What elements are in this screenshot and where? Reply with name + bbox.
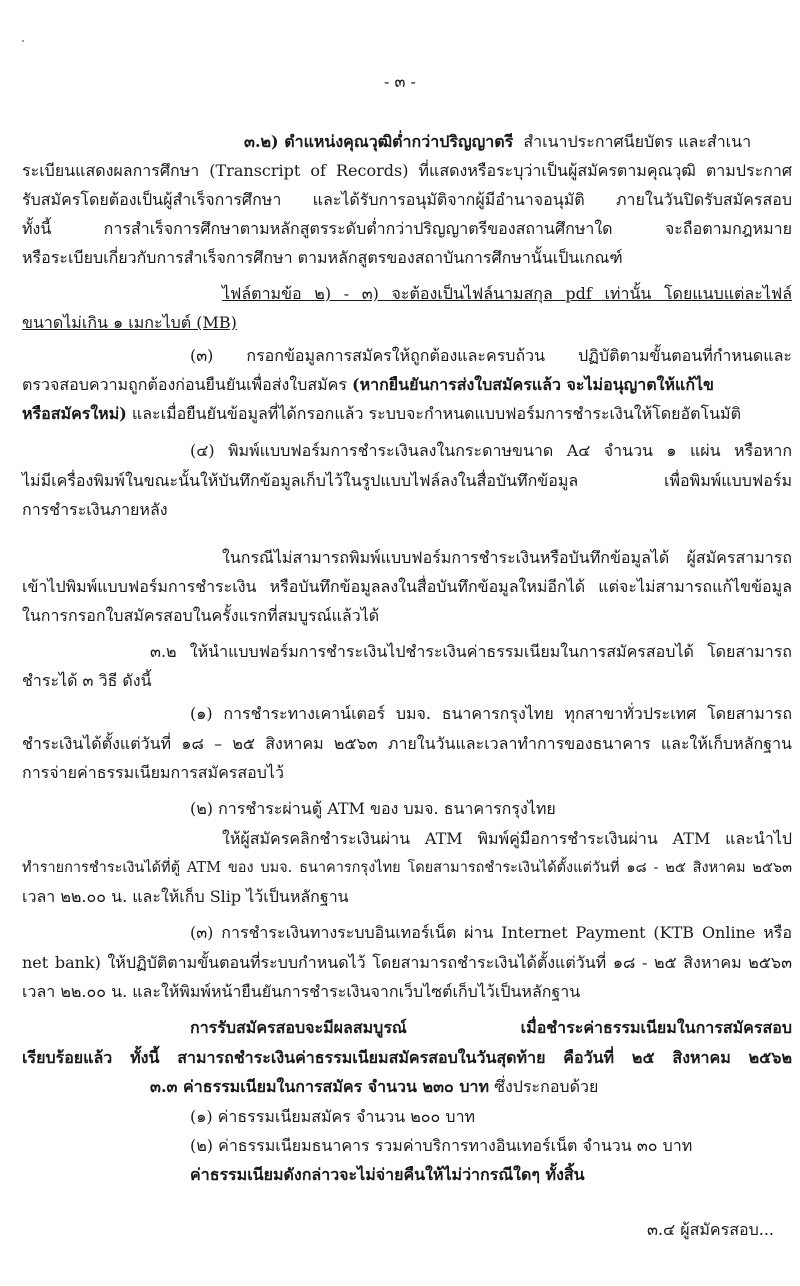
payment-3-line3: เวลา ๒๒.๐๐ น. และให้พิมพ์หน้ายืนยันการชำระเงินจากเว็บไซต์เก็บไว้เป็นหลักฐาน: [22, 982, 581, 1001]
payment-2-line2: ให้ผู้สมัครคลิกชำระเงินผ่าน ATM พิมพ์คู่มือการชำระเงินผ่าน ATM และนำไป: [222, 829, 792, 848]
item-4-line1: (๔) พิมพ์แบบฟอร์มการชำระเงินลงในกระดาษขนาด A๔ จำนวน ๑ แผ่น หรือหาก: [190, 441, 792, 460]
file-note-line2: ขนาดไม่เกิน ๑ เมกะไบต์ (MB): [22, 313, 237, 332]
section-3-2-line3: รับสมัครโดยต้องเป็นผู้สำเร็จการศึกษา และได้รับการอนุมัติจากผู้มีอำนาจอนุมัติ ภายในวันปิดรับสมัครสอบ: [22, 190, 792, 209]
item-3-line3: [22, 403, 741, 425]
section-3-2-line2: ระเบียนแสดงผลการศึกษา (Transcript of Records) ที่แสดงหรือระบุว่าเป็นผู้สมัครตามคุณวุฒิ ตามประกาศ: [22, 161, 792, 180]
payment-intro-line2: ชำระได้ ๓ วิธี ดังนี้: [22, 671, 152, 690]
payment-intro-line1: ๓.๒ ให้นำแบบฟอร์มการชำระเงินไปชำระเงินค่าธรรมเนียมในการสมัครสอบได้ โดยสามารถ: [150, 642, 792, 661]
fee-item-1: (๑) ค่าธรรมเนียมสมัคร จำนวน ๒๐๐ บาท: [190, 1107, 476, 1126]
section-3-2-line4: ทั้งนี้ การสำเร็จการศึกษาตามหลักสูตรระดับต่ำกว่าปริญญาตรีของสถานศึกษาใด จะถือตามกฎหมาย: [22, 219, 792, 238]
case-line3: ในการกรอกใบสมัครสอบในครั้งแรกที่สมบูรณ์แล้วได้: [22, 606, 380, 625]
item-3-text-end: และเมื่อยืนยันข้อมูลที่ได้กรอกแล้ว ระบบจะกำหนดแบบฟอร์มการชำระเงินให้โดยอัตโนมัติ: [126, 404, 741, 423]
item-3-text: ตรวจสอบความถูกต้องก่อนยืนยันเพื่อส่งใบสมัคร: [22, 375, 353, 394]
fee-item-2: (๒) ค่าธรรมเนียมธนาคาร รวมค่าบริการทางอินเทอร์เน็ต จำนวน ๓๐ บาท: [190, 1136, 693, 1155]
item-4-line3: การชำระเงินภายหลัง: [22, 500, 168, 519]
section-3-2-heading: ๓.๒) ตำแหน่งคุณวุฒิต่ำกว่าปริญญาตรี: [244, 132, 514, 151]
fee-composed: ซึ่งประกอบด้วย: [489, 1077, 599, 1096]
payment-2-line1: (๒) การชำระผ่านตู้ ATM ของ บมจ. ธนาคารกรุงไทย: [190, 799, 556, 818]
item-3-line1: (๓) กรอกข้อมูลการสมัครให้ถูกต้องและครบถ้วน ปฏิบัติตามขั้นตอนที่กำหนดและ: [190, 346, 792, 365]
scan-speck: [22, 40, 24, 42]
item-3-warning-end: หรือสมัครใหม่): [22, 404, 127, 423]
payment-3-line2: net bank) ให้ปฏิบัติตามขั้นตอนที่ระบบกำหนดไว้ โดยสามารถชำระเงินได้ตั้งแต่วันที่ ๑๘ - ๒๕ สิงหาคม ๒๕๖๓: [22, 953, 792, 972]
file-note-line1: ไฟล์ตามข้อ ๒) - ๓) จะต้องเป็นไฟล์นามสกุล pdf เท่านั้น โดยแนบแต่ละไฟล์: [222, 284, 792, 303]
payment-3-line1: (๓) การชำระเงินทางระบบอินเทอร์เน็ต ผ่าน Internet Payment (KTB Online หรือ: [190, 923, 792, 942]
item-3-warning: (หากยืนยันการส่งใบสมัครแล้ว จะไม่อนุญาตให้แก้ไข: [352, 375, 714, 394]
payment-1-line1: (๑) การชำระทางเคาน์เตอร์ บมจ. ธนาคารกรุงไทย ทุกสาขาทั่วประเทศ โดยสามารถ: [190, 704, 792, 723]
case-line2: เข้าไปพิมพ์แบบฟอร์มการชำระเงิน หรือบันทึกข้อมูลลงในสื่อบันทึกข้อมูลใหม่อีกได้ แต่จะไม่สามารถแก้ไขข้อมูล: [22, 577, 792, 596]
item-3-line2: [22, 374, 714, 396]
fee-total: ๓.๓ ค่าธรรมเนียมในการสมัคร จำนวน ๒๓๐ บาท: [150, 1077, 490, 1096]
section-3-2-line1: [244, 131, 751, 153]
fee-heading: [150, 1076, 598, 1098]
continued-text: ๓.๔ ผู้สมัครสอบ...: [647, 1220, 774, 1239]
payment-1-line3: การจ่ายค่าธรรมเนียมการสมัครสอบไว้: [22, 763, 284, 782]
case-line1: ในกรณีไม่สามารถพิมพ์แบบฟอร์มการชำระเงินหรือบันทึกข้อมูลได้ ผู้สมัครสามารถ: [222, 548, 792, 567]
non-refund-note: ค่าธรรมเนียมดังกล่าวจะไม่จ่ายคืนให้ไม่ว่ากรณีใดๆ ทั้งสิ้น: [190, 1165, 585, 1184]
complete-line2: เรียบร้อยแล้ว ทั้งนี้ สามารถชำระเงินค่าธรรมเนียมสมัครสอบในวันสุดท้าย คือวันที่ ๒๕ สิงหาคม ๒๕๖๒: [22, 1048, 792, 1067]
payment-2-line4: เวลา ๒๒.๐๐ น. และให้เก็บ Slip ไว้เป็นหลักฐาน: [22, 887, 349, 906]
complete-line1: การรับสมัครสอบจะมีผลสมบูรณ์ เมื่อชำระค่าธรรมเนียมในการสมัครสอบ: [190, 1018, 792, 1037]
section-3-2-text: สำเนาประกาศนียบัตร และสำเนา: [523, 132, 752, 151]
payment-1-line2: ชำระเงินได้ตั้งแต่วันที่ ๑๘ – ๒๕ สิงหาคม ๒๕๖๓ ภายในวันและเวลาทำการของธนาคาร และให้เก็บหลักฐาน: [22, 734, 792, 753]
item-4-line2: ไม่มีเครื่องพิมพ์ในขณะนั้นให้บันทึกข้อมูลเก็บไว้ในรูปแบบไฟล์ลงในสื่อบันทึกข้อมูล เพื่อพิมพ์แบบฟอร์ม: [22, 471, 792, 490]
payment-2-line3: ทำรายการชำระเงินได้ที่ตู้ ATM ของ บมจ. ธนาคารกรุงไทย โดยสามารถชำระเงินได้ตั้งแต่วันที่ ๑๘ - ๒๕ สิงหาคม ๒๕๖๓: [22, 860, 792, 876]
page-number: - ๓ -: [384, 72, 416, 91]
section-3-2-line5: หรือระเบียบเกี่ยวกับการสำเร็จการศึกษา ตามหลักสูตรของสถาบันการศึกษานั้นเป็นเกณฑ์: [22, 248, 623, 267]
